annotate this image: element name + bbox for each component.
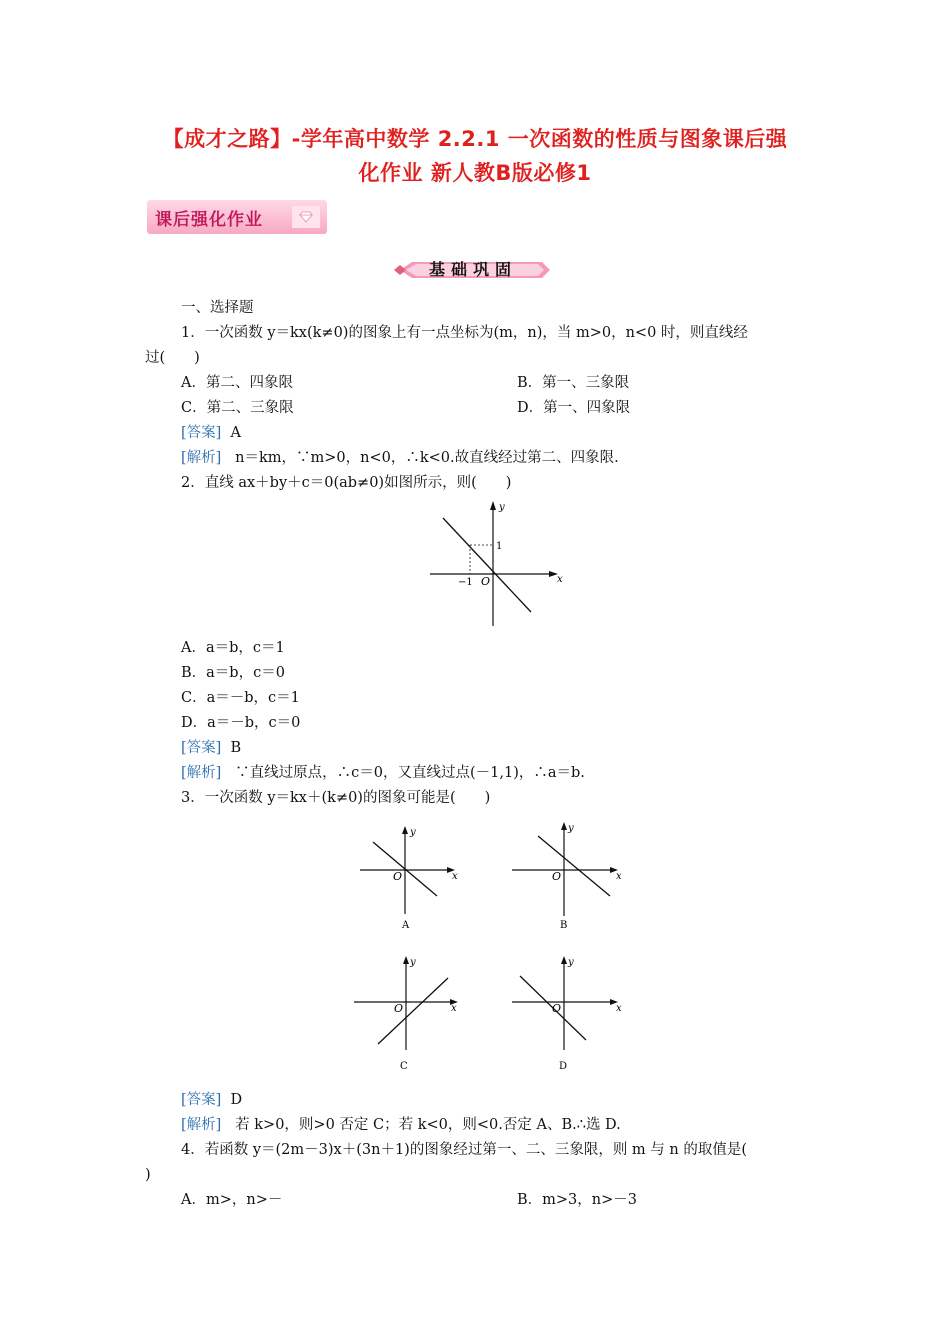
q3-answer bbox=[181, 1090, 242, 1110]
q3-stem: 3．一次函数 y＝kx＋(k≠0)的图象可能是( ) bbox=[181, 790, 491, 806]
graph-origin: O bbox=[394, 1002, 404, 1015]
q2-figure bbox=[425, 498, 565, 628]
graph-origin: O bbox=[552, 1002, 562, 1015]
q2-answer bbox=[181, 738, 241, 758]
q2-tick-x: −1 bbox=[458, 577, 473, 588]
graph-caption: A bbox=[402, 920, 410, 931]
analysis-tag: [解析] bbox=[181, 450, 222, 466]
q1-stem-line2: 过( ) bbox=[145, 350, 200, 366]
analysis-tag: [解析] bbox=[181, 1117, 222, 1133]
answer-tag: [答案] bbox=[181, 1092, 222, 1108]
answer-value: D bbox=[230, 1092, 243, 1108]
homework-badge-label: 课后强化作业 bbox=[155, 210, 263, 230]
graph-y-label: y bbox=[410, 827, 416, 838]
q2-option-d: D．a＝－b，c＝0 bbox=[181, 715, 301, 731]
homework-badge bbox=[147, 200, 327, 234]
section-heading: 基础巩固 bbox=[428, 260, 517, 279]
document-title-line2: 化作业 新人教B版必修1 bbox=[358, 161, 592, 185]
q1-option-a: A．第二、四象限 bbox=[181, 375, 293, 391]
q4-option-a: A．m>，n>－ bbox=[181, 1192, 283, 1208]
graph-origin: O bbox=[552, 870, 562, 883]
graph-caption: B bbox=[560, 920, 568, 931]
analysis-text: ∵直线过原点，∴c＝0，又直线过点(－1,1)，∴a＝b. bbox=[235, 765, 585, 781]
q1-option-c: C．第二、三象限 bbox=[181, 400, 294, 416]
q2-stem: 2．直线 ax＋by＋c＝0(ab≠0)如图所示，则( ) bbox=[181, 475, 512, 491]
q1-option-b: B．第一、三象限 bbox=[517, 375, 630, 391]
graph-y-label: y bbox=[410, 957, 416, 968]
graph-caption: C bbox=[400, 1061, 408, 1072]
q4-stem-line2: ) bbox=[145, 1167, 151, 1183]
answer-value: A bbox=[230, 425, 242, 441]
q3-graph-c bbox=[352, 952, 470, 1072]
graph-y-label: y bbox=[568, 957, 574, 968]
q3-graph-b bbox=[510, 818, 628, 934]
diamond-icon bbox=[292, 206, 320, 228]
graph-x-label: x bbox=[452, 871, 458, 882]
analysis-text: 若 k>0，则>0 否定 C；若 k<0，则<0.否定 A、B.∴选 D. bbox=[235, 1117, 621, 1133]
q4-option-b: B．m>3，n>－3 bbox=[517, 1192, 637, 1208]
q2-option-b: B．a＝b，c＝0 bbox=[181, 665, 285, 681]
q2-option-a: A．a＝b，c＝1 bbox=[181, 640, 285, 656]
q1-analysis bbox=[181, 448, 619, 468]
graph-x-label: x bbox=[451, 1003, 457, 1014]
q2-x-label: x bbox=[557, 574, 563, 585]
heading-choice: 一、选择题 bbox=[181, 300, 254, 316]
answer-value: B bbox=[230, 740, 242, 756]
q4-stem-line1: 4．若函数 y＝(2m－3)x＋(3n＋1)的图象经过第一、二、三象限，则 m 与 n 的取值是( bbox=[181, 1142, 748, 1158]
graph-x-label: x bbox=[616, 1003, 622, 1014]
q2-tick-y: 1 bbox=[496, 541, 503, 552]
q1-answer bbox=[181, 423, 241, 443]
analysis-tag: [解析] bbox=[181, 765, 222, 781]
q1-option-d: D．第一、四象限 bbox=[517, 400, 631, 416]
q2-option-c: C．a＝－b，c＝1 bbox=[181, 690, 300, 706]
document-title-line1: 【成才之路】-学年高中数学 2.2.1 一次函数的性质与图象课后强 bbox=[162, 127, 788, 151]
q3-graph-a bbox=[355, 822, 467, 934]
graph-x-label: x bbox=[616, 871, 622, 882]
q2-origin-label: O bbox=[481, 575, 491, 588]
answer-tag: [答案] bbox=[181, 425, 222, 441]
q2-y-label: y bbox=[499, 502, 505, 513]
answer-tag: [答案] bbox=[181, 740, 222, 756]
q1-stem-line1: 1．一次函数 y＝kx(k≠0)的图象上有一点坐标为(m，n)，当 m>0，n<0 时，则直线经 bbox=[181, 325, 748, 341]
graph-y-label: y bbox=[568, 823, 574, 834]
q3-graph-d bbox=[510, 952, 628, 1072]
graph-origin: O bbox=[393, 870, 403, 883]
analysis-text: n＝km，∵m>0，n<0，∴k<0.故直线经过第二、四象限. bbox=[235, 450, 619, 466]
q2-analysis bbox=[181, 763, 585, 783]
graph-caption: D bbox=[559, 1061, 568, 1072]
q3-analysis bbox=[181, 1115, 621, 1135]
